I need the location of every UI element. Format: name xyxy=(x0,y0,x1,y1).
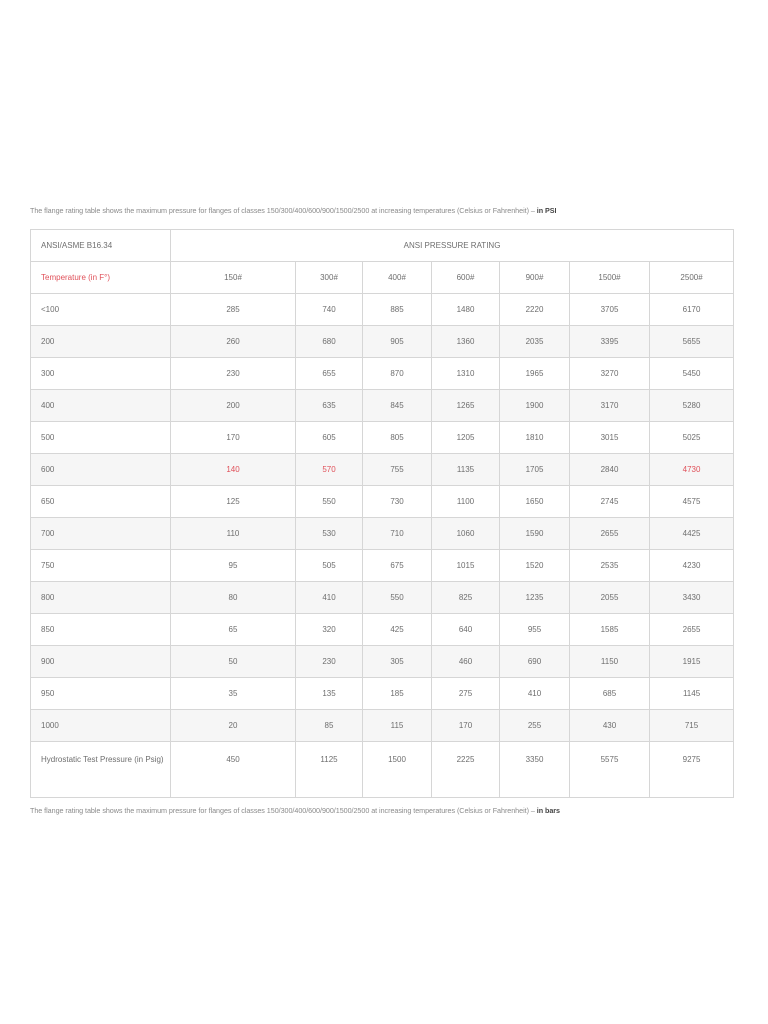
pressure-cell: 305 xyxy=(363,646,432,678)
pressure-cell: 95 xyxy=(171,550,296,582)
hydrostatic-label-cell: Hydrostatic Test Pressure (in Psig) xyxy=(31,742,171,798)
temperature-cell: 500 xyxy=(31,422,171,454)
pressure-cell: 115 xyxy=(363,710,432,742)
pressure-cell: 1705 xyxy=(500,454,570,486)
pressure-cell: 755 xyxy=(363,454,432,486)
class-header-cell: 300# xyxy=(296,262,363,294)
hydrostatic-value-cell: 9275 xyxy=(650,742,734,798)
temperature-cell: 600 xyxy=(31,454,171,486)
pressure-cell: 2535 xyxy=(570,550,650,582)
pressure-cell: 675 xyxy=(363,550,432,582)
pressure-cell: 3430 xyxy=(650,582,734,614)
table-row xyxy=(31,422,734,454)
temperature-cell: 700 xyxy=(31,518,171,550)
pressure-cell: 1265 xyxy=(432,390,500,422)
pressure-cell: 1100 xyxy=(432,486,500,518)
hydrostatic-value-cell: 450 xyxy=(171,742,296,798)
pressure-cell: 3015 xyxy=(570,422,650,454)
pressure-cell: 1145 xyxy=(650,678,734,710)
pressure-cell: 285 xyxy=(171,294,296,326)
pressure-cell: 1235 xyxy=(500,582,570,614)
pressure-cell: 230 xyxy=(171,358,296,390)
pressure-cell: 655 xyxy=(296,358,363,390)
pressure-cell: 870 xyxy=(363,358,432,390)
pressure-cell: 955 xyxy=(500,614,570,646)
pressure-cell: 605 xyxy=(296,422,363,454)
temperature-cell: 650 xyxy=(31,486,171,518)
table-row xyxy=(31,582,734,614)
temperature-cell: 750 xyxy=(31,550,171,582)
pressure-cell: 5025 xyxy=(650,422,734,454)
pressure-cell: 710 xyxy=(363,518,432,550)
table-row xyxy=(31,710,734,742)
pressure-cell: 1900 xyxy=(500,390,570,422)
pressure-cell: 885 xyxy=(363,294,432,326)
header-row-standard xyxy=(31,230,734,262)
caption-bars xyxy=(30,806,740,815)
class-header-cell: 2500# xyxy=(650,262,734,294)
pressure-cell: 255 xyxy=(500,710,570,742)
temperature-cell: 200 xyxy=(31,326,171,358)
pressure-cell: 825 xyxy=(432,582,500,614)
pressure-cell: 640 xyxy=(432,614,500,646)
pressure-cell: 1810 xyxy=(500,422,570,454)
pressure-cell: 905 xyxy=(363,326,432,358)
pressure-cell: 3395 xyxy=(570,326,650,358)
pressure-cell: 460 xyxy=(432,646,500,678)
pressure-cell: 110 xyxy=(171,518,296,550)
temperature-cell: 300 xyxy=(31,358,171,390)
pressure-cell: 1135 xyxy=(432,454,500,486)
pressure-cell: 1915 xyxy=(650,646,734,678)
pressure-cell: 740 xyxy=(296,294,363,326)
pressure-cell: 1585 xyxy=(570,614,650,646)
temperature-cell: 950 xyxy=(31,678,171,710)
pressure-cell: 125 xyxy=(171,486,296,518)
pressure-cell: 530 xyxy=(296,518,363,550)
pressure-cell: 65 xyxy=(171,614,296,646)
table-row xyxy=(31,294,734,326)
pressure-cell: 1310 xyxy=(432,358,500,390)
caption-psi-text: The flange rating table shows the maximum pressure for flanges of classes 150/300/400/600/900/1500/2500 at increasing temperatures (Celsius or Fahrenheit) – xyxy=(30,206,537,215)
pressure-cell: 5450 xyxy=(650,358,734,390)
caption-bars-text: The flange rating table shows the maximum pressure for flanges of classes 150/300/400/600/900/1500/2500 at increasing temperatures (Celsius or Fahrenheit) – xyxy=(30,806,537,815)
pressure-cell: 730 xyxy=(363,486,432,518)
pressure-cell: 170 xyxy=(171,422,296,454)
pressure-cell: 275 xyxy=(432,678,500,710)
class-header-cell: 150# xyxy=(171,262,296,294)
table-row xyxy=(31,358,734,390)
pressure-cell: 80 xyxy=(171,582,296,614)
pressure-cell: 505 xyxy=(296,550,363,582)
hydrostatic-value-cell: 2225 xyxy=(432,742,500,798)
temperature-cell: 850 xyxy=(31,614,171,646)
pressure-cell: 635 xyxy=(296,390,363,422)
pressure-cell: 35 xyxy=(171,678,296,710)
pressure-cell: 550 xyxy=(363,582,432,614)
table-row xyxy=(31,390,734,422)
pressure-cell: 2220 xyxy=(500,294,570,326)
pressure-cell: 185 xyxy=(363,678,432,710)
pressure-cell: 1060 xyxy=(432,518,500,550)
pressure-cell: 200 xyxy=(171,390,296,422)
pressure-cell: 85 xyxy=(296,710,363,742)
flange-rating-table xyxy=(30,229,734,798)
class-header-cell: 900# xyxy=(500,262,570,294)
hydrostatic-value-cell: 1500 xyxy=(363,742,432,798)
pressure-cell: 320 xyxy=(296,614,363,646)
hydrostatic-value-cell: 5575 xyxy=(570,742,650,798)
pressure-cell: 140 xyxy=(171,454,296,486)
pressure-cell: 425 xyxy=(363,614,432,646)
temperature-cell: 800 xyxy=(31,582,171,614)
pressure-cell: 2840 xyxy=(570,454,650,486)
pressure-cell: 845 xyxy=(363,390,432,422)
pressure-cell: 4230 xyxy=(650,550,734,582)
pressure-cell: 1965 xyxy=(500,358,570,390)
table-row xyxy=(31,678,734,710)
pressure-cell: 6170 xyxy=(650,294,734,326)
table-row xyxy=(31,326,734,358)
pressure-cell: 3270 xyxy=(570,358,650,390)
group-header-cell: ANSI PRESSURE RATING xyxy=(171,230,734,262)
table-row xyxy=(31,646,734,678)
pressure-cell: 1015 xyxy=(432,550,500,582)
pressure-cell: 410 xyxy=(500,678,570,710)
caption-psi-unit: in PSI xyxy=(536,206,557,215)
pressure-cell: 1360 xyxy=(432,326,500,358)
pressure-cell: 5280 xyxy=(650,390,734,422)
pressure-cell: 230 xyxy=(296,646,363,678)
pressure-cell: 2055 xyxy=(570,582,650,614)
table-row xyxy=(31,486,734,518)
pressure-cell: 1590 xyxy=(500,518,570,550)
pressure-cell: 4730 xyxy=(650,454,734,486)
pressure-cell: 550 xyxy=(296,486,363,518)
temperature-cell: 400 xyxy=(31,390,171,422)
pressure-cell: 690 xyxy=(500,646,570,678)
table-row xyxy=(31,518,734,550)
pressure-cell: 260 xyxy=(171,326,296,358)
pressure-cell: 3170 xyxy=(570,390,650,422)
pressure-cell: 1150 xyxy=(570,646,650,678)
pressure-cell: 2655 xyxy=(570,518,650,550)
table-row xyxy=(31,454,734,486)
pressure-cell: 430 xyxy=(570,710,650,742)
pressure-cell: 715 xyxy=(650,710,734,742)
pressure-cell: 4425 xyxy=(650,518,734,550)
pressure-cell: 1480 xyxy=(432,294,500,326)
standard-cell: ANSI/ASME B16.34 xyxy=(31,230,171,262)
pressure-cell: 570 xyxy=(296,454,363,486)
hydrostatic-value-cell: 1125 xyxy=(296,742,363,798)
temperature-cell: 1000 xyxy=(31,710,171,742)
pressure-cell: 1650 xyxy=(500,486,570,518)
temperature-header-cell: Temperature (in F°) xyxy=(31,262,171,294)
pressure-cell: 805 xyxy=(363,422,432,454)
pressure-cell: 2655 xyxy=(650,614,734,646)
hydrostatic-row xyxy=(31,742,734,798)
pressure-cell: 1520 xyxy=(500,550,570,582)
pressure-cell: 5655 xyxy=(650,326,734,358)
pressure-cell: 20 xyxy=(171,710,296,742)
pressure-cell: 680 xyxy=(296,326,363,358)
class-header-cell: 1500# xyxy=(570,262,650,294)
caption-bars-unit: in bars xyxy=(536,806,560,815)
header-row-classes xyxy=(31,262,734,294)
temperature-cell: 900 xyxy=(31,646,171,678)
pressure-cell: 135 xyxy=(296,678,363,710)
pressure-cell: 410 xyxy=(296,582,363,614)
pressure-cell: 2745 xyxy=(570,486,650,518)
pressure-cell: 3705 xyxy=(570,294,650,326)
class-header-cell: 400# xyxy=(363,262,432,294)
pressure-cell: 1205 xyxy=(432,422,500,454)
class-header-cell: 600# xyxy=(432,262,500,294)
table-row xyxy=(31,550,734,582)
caption-psi xyxy=(30,206,740,215)
temperature-cell: <100 xyxy=(31,294,171,326)
pressure-cell: 50 xyxy=(171,646,296,678)
hydrostatic-value-cell: 3350 xyxy=(500,742,570,798)
pressure-cell: 170 xyxy=(432,710,500,742)
pressure-cell: 4575 xyxy=(650,486,734,518)
pressure-cell: 2035 xyxy=(500,326,570,358)
table-row xyxy=(31,614,734,646)
pressure-cell: 685 xyxy=(570,678,650,710)
